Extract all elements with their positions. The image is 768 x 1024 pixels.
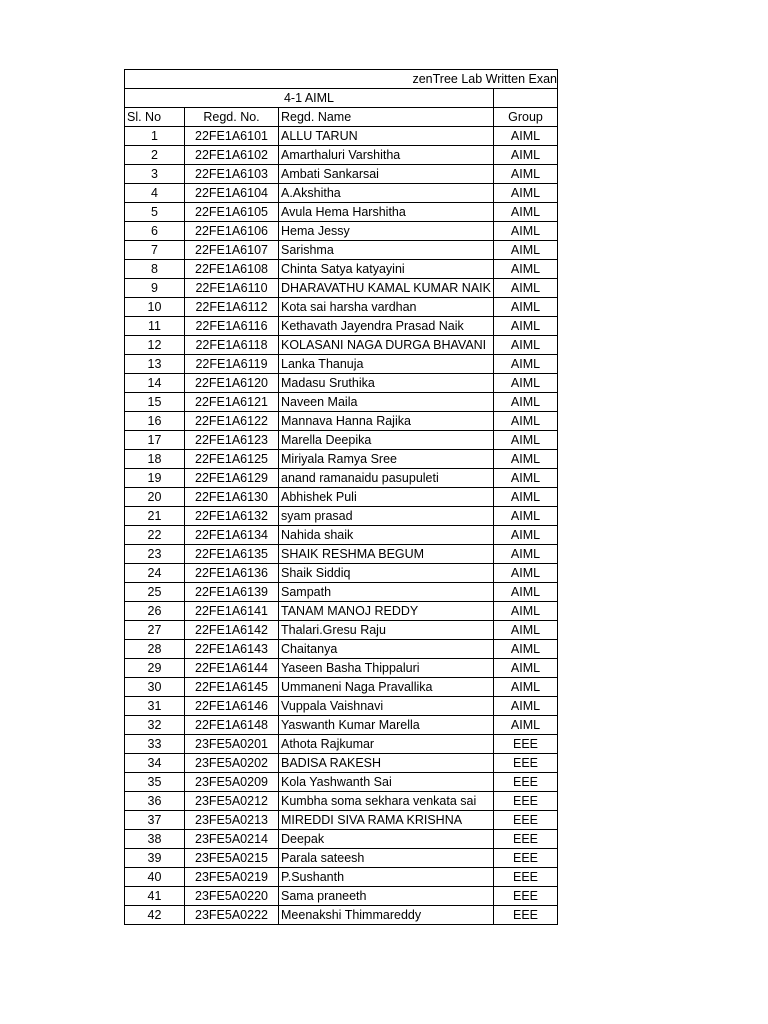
row-regd-name: syam prasad [279, 507, 494, 526]
row-sl-no: 33 [125, 735, 185, 754]
row-sl-no: 1 [125, 127, 185, 146]
row-regd-no: 22FE1A6110 [185, 279, 279, 298]
row-regd-name: Vuppala Vaishnavi [279, 697, 494, 716]
row-group: EEE [494, 792, 558, 811]
row-sl-no: 3 [125, 165, 185, 184]
exam-roster-table [124, 69, 558, 925]
row-regd-name: A.Akshitha [279, 184, 494, 203]
row-group: AIML [494, 716, 558, 735]
row-regd-no: 22FE1A6130 [185, 488, 279, 507]
table-row [125, 564, 558, 583]
row-sl-no: 9 [125, 279, 185, 298]
row-group: AIML [494, 564, 558, 583]
row-regd-name: MIREDDI SIVA RAMA KRISHNA [279, 811, 494, 830]
row-group: AIML [494, 659, 558, 678]
row-sl-no: 5 [125, 203, 185, 222]
row-sl-no: 39 [125, 849, 185, 868]
row-regd-name: TANAM MANOJ REDDY [279, 602, 494, 621]
row-regd-name: Sama praneeth [279, 887, 494, 906]
table-row [125, 678, 558, 697]
row-regd-name: ALLU TARUN [279, 127, 494, 146]
table-row [125, 298, 558, 317]
sheet-title: zenTree Lab Written Exan [125, 70, 558, 89]
row-regd-name: Sarishma [279, 241, 494, 260]
table-row [125, 412, 558, 431]
row-group: AIML [494, 393, 558, 412]
row-group: EEE [494, 754, 558, 773]
table-row [125, 716, 558, 735]
table-row [125, 488, 558, 507]
row-regd-no: 22FE1A6141 [185, 602, 279, 621]
row-sl-no: 13 [125, 355, 185, 374]
row-group: AIML [494, 241, 558, 260]
row-regd-name: Kola Yashwanth Sai [279, 773, 494, 792]
row-group: EEE [494, 735, 558, 754]
table-row [125, 621, 558, 640]
row-regd-name: Thalari.Gresu Raju [279, 621, 494, 640]
row-regd-no: 22FE1A6122 [185, 412, 279, 431]
row-sl-no: 10 [125, 298, 185, 317]
row-sl-no: 4 [125, 184, 185, 203]
row-regd-no: 22FE1A6102 [185, 146, 279, 165]
row-regd-name: anand ramanaidu pasupuleti [279, 469, 494, 488]
row-regd-no: 22FE1A6123 [185, 431, 279, 450]
row-regd-name: Sampath [279, 583, 494, 602]
row-regd-name: Parala sateesh [279, 849, 494, 868]
row-sl-no: 41 [125, 887, 185, 906]
table-row [125, 830, 558, 849]
row-group: EEE [494, 830, 558, 849]
row-regd-name: Athota Rajkumar [279, 735, 494, 754]
table-row [125, 431, 558, 450]
table-row [125, 754, 558, 773]
table-row [125, 203, 558, 222]
table-row [125, 279, 558, 298]
row-group: AIML [494, 469, 558, 488]
row-sl-no: 8 [125, 260, 185, 279]
row-group: AIML [494, 488, 558, 507]
row-regd-no: 22FE1A6107 [185, 241, 279, 260]
row-group: AIML [494, 412, 558, 431]
table-row [125, 260, 558, 279]
row-regd-no: 22FE1A6146 [185, 697, 279, 716]
row-regd-name: Lanka Thanuja [279, 355, 494, 374]
row-regd-name: Amarthaluri Varshitha [279, 146, 494, 165]
row-sl-no: 15 [125, 393, 185, 412]
row-regd-no: 22FE1A6136 [185, 564, 279, 583]
row-regd-name: DHARAVATHU KAMAL KUMAR NAIK [279, 279, 494, 298]
row-sl-no: 31 [125, 697, 185, 716]
row-sl-no: 25 [125, 583, 185, 602]
subtitle-row [125, 89, 558, 108]
row-regd-no: 22FE1A6108 [185, 260, 279, 279]
row-regd-no: 22FE1A6106 [185, 222, 279, 241]
row-regd-name: Meenakshi Thimmareddy [279, 906, 494, 925]
table-row [125, 127, 558, 146]
row-regd-name: Yaseen Basha Thippaluri [279, 659, 494, 678]
row-regd-no: 22FE1A6143 [185, 640, 279, 659]
row-regd-name: Hema Jessy [279, 222, 494, 241]
row-regd-no: 22FE1A6148 [185, 716, 279, 735]
row-regd-no: 23FE5A0214 [185, 830, 279, 849]
row-regd-no: 22FE1A6105 [185, 203, 279, 222]
row-group: EEE [494, 868, 558, 887]
header-sl-no: Sl. No [125, 108, 185, 127]
row-group: AIML [494, 602, 558, 621]
row-regd-name: Yaswanth Kumar Marella [279, 716, 494, 735]
row-regd-name: P.Sushanth [279, 868, 494, 887]
table-row [125, 887, 558, 906]
header-regd-name: Regd. Name [279, 108, 494, 127]
row-sl-no: 7 [125, 241, 185, 260]
row-sl-no: 2 [125, 146, 185, 165]
subtitle-empty-cell [494, 89, 558, 108]
row-group: AIML [494, 127, 558, 146]
table-row [125, 355, 558, 374]
row-regd-no: 22FE1A6134 [185, 526, 279, 545]
row-regd-no: 23FE5A0222 [185, 906, 279, 925]
table-row [125, 374, 558, 393]
row-sl-no: 29 [125, 659, 185, 678]
row-sl-no: 22 [125, 526, 185, 545]
table-row [125, 640, 558, 659]
row-regd-no: 23FE5A0215 [185, 849, 279, 868]
row-group: AIML [494, 678, 558, 697]
row-group: AIML [494, 507, 558, 526]
table-row [125, 545, 558, 564]
row-regd-no: 22FE1A6129 [185, 469, 279, 488]
row-group: AIML [494, 146, 558, 165]
row-sl-no: 23 [125, 545, 185, 564]
table-row [125, 393, 558, 412]
row-sl-no: 26 [125, 602, 185, 621]
row-regd-name: Marella Deepika [279, 431, 494, 450]
row-sl-no: 32 [125, 716, 185, 735]
row-sl-no: 11 [125, 317, 185, 336]
row-regd-no: 22FE1A6139 [185, 583, 279, 602]
row-regd-no: 22FE1A6142 [185, 621, 279, 640]
row-regd-no: 23FE5A0212 [185, 792, 279, 811]
row-regd-no: 22FE1A6103 [185, 165, 279, 184]
row-sl-no: 20 [125, 488, 185, 507]
row-regd-name: Kethavath Jayendra Prasad Naik [279, 317, 494, 336]
row-regd-name: Mannava Hanna Rajika [279, 412, 494, 431]
row-group: AIML [494, 583, 558, 602]
table-row [125, 450, 558, 469]
row-sl-no: 12 [125, 336, 185, 355]
row-group: AIML [494, 526, 558, 545]
row-regd-no: 22FE1A6119 [185, 355, 279, 374]
row-regd-no: 23FE5A0201 [185, 735, 279, 754]
row-group: AIML [494, 621, 558, 640]
row-sl-no: 38 [125, 830, 185, 849]
row-sl-no: 17 [125, 431, 185, 450]
row-sl-no: 36 [125, 792, 185, 811]
row-regd-no: 22FE1A6132 [185, 507, 279, 526]
row-group: EEE [494, 773, 558, 792]
row-regd-no: 23FE5A0202 [185, 754, 279, 773]
row-regd-no: 22FE1A6144 [185, 659, 279, 678]
row-regd-name: Deepak [279, 830, 494, 849]
row-regd-no: 22FE1A6135 [185, 545, 279, 564]
row-sl-no: 42 [125, 906, 185, 925]
row-sl-no: 34 [125, 754, 185, 773]
row-group: AIML [494, 317, 558, 336]
row-sl-no: 35 [125, 773, 185, 792]
row-group: AIML [494, 279, 558, 298]
row-group: EEE [494, 887, 558, 906]
row-sl-no: 16 [125, 412, 185, 431]
table-row [125, 336, 558, 355]
row-regd-name: SHAIK RESHMA BEGUM [279, 545, 494, 564]
table-row [125, 184, 558, 203]
sheet-subtitle: 4-1 AIML [125, 89, 494, 108]
row-group: EEE [494, 849, 558, 868]
row-regd-no: 22FE1A6120 [185, 374, 279, 393]
row-regd-no: 22FE1A6104 [185, 184, 279, 203]
table-row [125, 241, 558, 260]
table-row [125, 697, 558, 716]
row-regd-name: Avula Hema Harshitha [279, 203, 494, 222]
row-group: AIML [494, 640, 558, 659]
row-sl-no: 37 [125, 811, 185, 830]
row-group: AIML [494, 545, 558, 564]
table-row [125, 659, 558, 678]
table-row [125, 868, 558, 887]
row-sl-no: 40 [125, 868, 185, 887]
row-regd-no: 23FE5A0209 [185, 773, 279, 792]
row-regd-no: 22FE1A6101 [185, 127, 279, 146]
row-group: AIML [494, 336, 558, 355]
table-row [125, 507, 558, 526]
row-sl-no: 19 [125, 469, 185, 488]
row-sl-no: 14 [125, 374, 185, 393]
table-row [125, 773, 558, 792]
row-sl-no: 6 [125, 222, 185, 241]
row-regd-name: Ambati Sankarsai [279, 165, 494, 184]
table-row [125, 735, 558, 754]
row-regd-name: Miriyala Ramya Sree [279, 450, 494, 469]
row-regd-name: Madasu Sruthika [279, 374, 494, 393]
title-row [125, 70, 558, 89]
row-regd-no: 22FE1A6145 [185, 678, 279, 697]
row-regd-no: 23FE5A0219 [185, 868, 279, 887]
row-group: AIML [494, 374, 558, 393]
row-regd-name: KOLASANI NAGA DURGA BHAVANI [279, 336, 494, 355]
row-regd-no: 22FE1A6116 [185, 317, 279, 336]
column-header-row [125, 108, 558, 127]
row-regd-no: 22FE1A6118 [185, 336, 279, 355]
row-group: AIML [494, 355, 558, 374]
header-group: Group [494, 108, 558, 127]
row-sl-no: 18 [125, 450, 185, 469]
row-regd-name: Chinta Satya katyayini [279, 260, 494, 279]
row-regd-name: Ummaneni Naga Pravallika [279, 678, 494, 697]
table-row [125, 526, 558, 545]
table-row [125, 165, 558, 184]
row-group: AIML [494, 260, 558, 279]
row-sl-no: 21 [125, 507, 185, 526]
row-group: AIML [494, 450, 558, 469]
row-regd-name: Naveen Maila [279, 393, 494, 412]
header-regd-no: Regd. No. [185, 108, 279, 127]
row-regd-name: Chaitanya [279, 640, 494, 659]
row-group: AIML [494, 222, 558, 241]
table-row [125, 583, 558, 602]
row-group: AIML [494, 697, 558, 716]
table-row [125, 811, 558, 830]
row-regd-no: 23FE5A0220 [185, 887, 279, 906]
row-regd-no: 23FE5A0213 [185, 811, 279, 830]
table-row [125, 849, 558, 868]
row-group: AIML [494, 184, 558, 203]
row-sl-no: 24 [125, 564, 185, 583]
row-regd-no: 22FE1A6125 [185, 450, 279, 469]
row-regd-name: Nahida shaik [279, 526, 494, 545]
table-row [125, 146, 558, 165]
table-row [125, 222, 558, 241]
row-regd-name: Abhishek Puli [279, 488, 494, 507]
row-group: AIML [494, 431, 558, 450]
row-regd-no: 22FE1A6112 [185, 298, 279, 317]
table-row [125, 792, 558, 811]
row-regd-name: BADISA RAKESH [279, 754, 494, 773]
row-group: AIML [494, 165, 558, 184]
row-group: EEE [494, 906, 558, 925]
row-sl-no: 30 [125, 678, 185, 697]
table-row [125, 317, 558, 336]
table-row [125, 469, 558, 488]
row-sl-no: 28 [125, 640, 185, 659]
row-group: EEE [494, 811, 558, 830]
row-regd-name: Kota sai harsha vardhan [279, 298, 494, 317]
table-row [125, 602, 558, 621]
row-group: AIML [494, 203, 558, 222]
row-regd-name: Shaik Siddiq [279, 564, 494, 583]
row-regd-no: 22FE1A6121 [185, 393, 279, 412]
row-sl-no: 27 [125, 621, 185, 640]
row-regd-name: Kumbha soma sekhara venkata sai [279, 792, 494, 811]
row-group: AIML [494, 298, 558, 317]
table-row [125, 906, 558, 925]
